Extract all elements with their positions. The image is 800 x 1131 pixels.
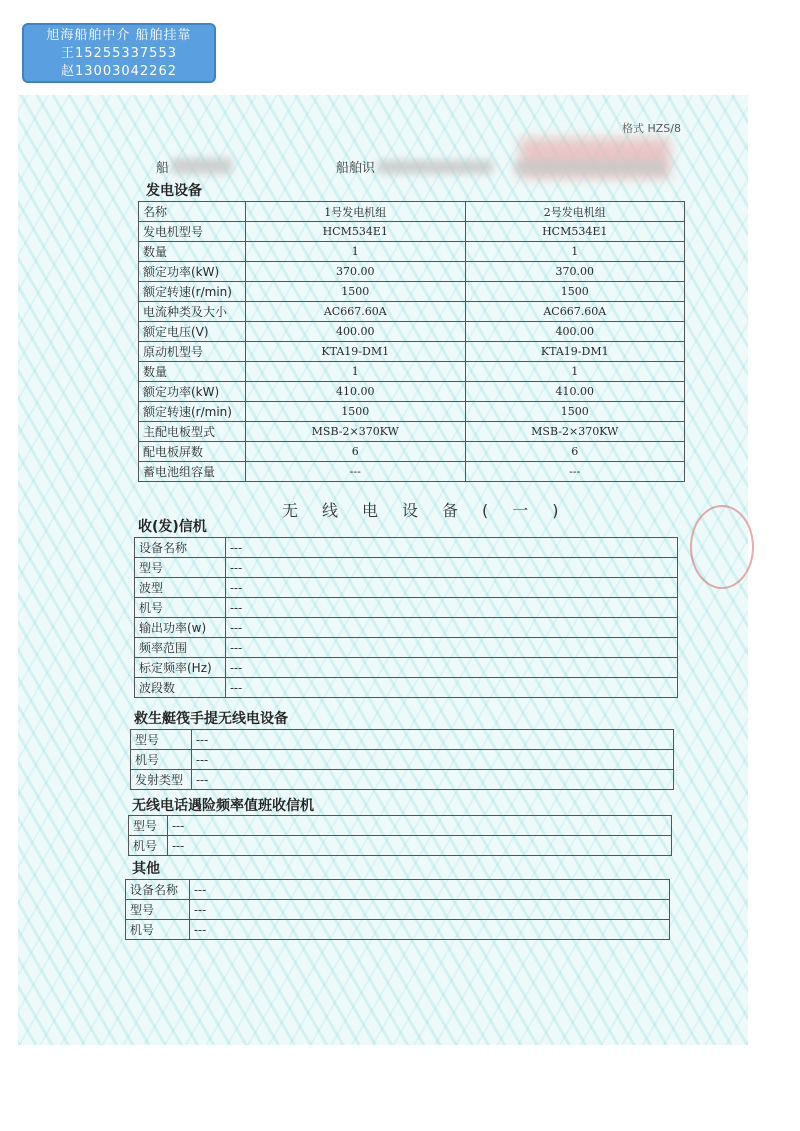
table-row xyxy=(129,836,672,856)
gen1-value: 1500 xyxy=(246,282,466,302)
column-header-gen2: 2号发电机组 xyxy=(465,202,685,222)
table-row xyxy=(135,678,678,698)
row-value: --- xyxy=(168,836,672,856)
row-label: 频率范围 xyxy=(135,638,226,658)
row-label: 波段数 xyxy=(135,678,226,698)
row-label: 蓄电池组容量 xyxy=(139,462,246,482)
gen1-value: HCM534E1 xyxy=(246,222,466,242)
row-value: --- xyxy=(226,638,678,658)
radio-section-title: 无线电设备(一) xyxy=(282,501,583,520)
redacted-id-number xyxy=(378,160,493,174)
row-label: 设备名称 xyxy=(135,538,226,558)
table-row xyxy=(139,262,685,282)
row-label: 额定转速(r/min) xyxy=(139,282,246,302)
table-row xyxy=(139,402,685,422)
generator-heading: 发电设备 xyxy=(146,183,202,199)
table-row xyxy=(135,658,678,678)
gen2-value: KTA19-DM1 xyxy=(465,342,685,362)
redacted-header-right xyxy=(515,160,665,174)
table-row xyxy=(135,598,678,618)
row-label: 标定频率(Hz) xyxy=(135,658,226,678)
row-label: 数量 xyxy=(139,362,246,382)
table-row xyxy=(139,302,685,322)
row-value: --- xyxy=(192,750,674,770)
header-ship-label: 船 xyxy=(156,161,170,176)
row-label: 机号 xyxy=(135,598,226,618)
column-header-name: 名称 xyxy=(139,202,246,222)
row-label: 型号 xyxy=(129,816,168,836)
row-value: --- xyxy=(226,598,678,618)
generator-table xyxy=(138,201,685,482)
gen2-value: 6 xyxy=(465,442,685,462)
row-label: 机号 xyxy=(131,750,192,770)
table-row xyxy=(129,816,672,836)
row-label: 发电机型号 xyxy=(139,222,246,242)
row-label: 额定转速(r/min) xyxy=(139,402,246,422)
gen1-value: 410.00 xyxy=(246,382,466,402)
row-value: --- xyxy=(190,880,670,900)
row-label: 机号 xyxy=(126,920,190,940)
row-value: --- xyxy=(190,920,670,940)
row-label: 额定电压(V) xyxy=(139,322,246,342)
row-label: 型号 xyxy=(131,730,192,750)
others-table xyxy=(125,879,670,940)
row-value: --- xyxy=(226,558,678,578)
gen2-value: MSB-2×370KW xyxy=(465,422,685,442)
table-row xyxy=(131,750,674,770)
watermark-line-3: 赵13003042262 xyxy=(61,64,177,79)
table-row xyxy=(126,920,670,940)
gen2-value: 1 xyxy=(465,362,685,382)
table-row xyxy=(135,578,678,598)
row-label: 波型 xyxy=(135,578,226,598)
table-row xyxy=(139,282,685,302)
row-value: --- xyxy=(226,618,678,638)
gen1-value: 370.00 xyxy=(246,262,466,282)
gen2-value: AC667.60A xyxy=(465,302,685,322)
gen2-value: HCM534E1 xyxy=(465,222,685,242)
column-header-gen1: 1号发电机组 xyxy=(246,202,466,222)
table-row xyxy=(135,538,678,558)
row-value: --- xyxy=(190,900,670,920)
table-row xyxy=(139,422,685,442)
row-label: 数量 xyxy=(139,242,246,262)
official-seal xyxy=(690,505,754,589)
row-label: 型号 xyxy=(126,900,190,920)
form-number: 格式 HZS/8 xyxy=(622,122,681,135)
gen2-value: --- xyxy=(465,462,685,482)
row-label: 电流种类及大小 xyxy=(139,302,246,322)
row-label: 设备名称 xyxy=(126,880,190,900)
row-value: --- xyxy=(168,816,672,836)
table-row xyxy=(139,242,685,262)
table-row xyxy=(139,382,685,402)
table-row xyxy=(139,342,685,362)
gen2-value: 1500 xyxy=(465,402,685,422)
gen1-value: 6 xyxy=(246,442,466,462)
watermark-line-2: 王15255337553 xyxy=(61,46,177,61)
gen2-value: 1 xyxy=(465,242,685,262)
row-label: 发射类型 xyxy=(131,770,192,790)
row-label: 额定功率(kW) xyxy=(139,382,246,402)
table-row xyxy=(126,880,670,900)
distress-receiver-table xyxy=(128,815,672,856)
gen1-value: --- xyxy=(246,462,466,482)
row-value: --- xyxy=(226,538,678,558)
row-label: 配电板屏数 xyxy=(139,442,246,462)
row-label: 主配电板型式 xyxy=(139,422,246,442)
gen2-value: 410.00 xyxy=(465,382,685,402)
distress-receiver-heading: 无线电话遇险频率值班收信机 xyxy=(132,798,314,814)
row-value: --- xyxy=(226,578,678,598)
others-heading: 其他 xyxy=(132,861,160,877)
table-row xyxy=(139,202,685,222)
lifeboat-radio-table xyxy=(130,729,674,790)
row-label: 型号 xyxy=(135,558,226,578)
table-row xyxy=(135,618,678,638)
row-label: 额定功率(kW) xyxy=(139,262,246,282)
watermark-line-1: 旭海船舶中介 船舶挂靠 xyxy=(46,28,192,43)
header-id-label: 船舶识 xyxy=(336,161,376,176)
gen2-value: 370.00 xyxy=(465,262,685,282)
row-value: --- xyxy=(226,678,678,698)
gen1-value: AC667.60A xyxy=(246,302,466,322)
gen2-value: 400.00 xyxy=(465,322,685,342)
lifeboat-radio-heading: 救生艇筏手提无线电设备 xyxy=(134,711,288,727)
contact-watermark xyxy=(22,23,216,83)
transceiver-heading: 收(发)信机 xyxy=(138,519,207,535)
table-row xyxy=(139,322,685,342)
table-row xyxy=(131,730,674,750)
gen1-value: 400.00 xyxy=(246,322,466,342)
gen1-value: 1 xyxy=(246,362,466,382)
gen1-value: KTA19-DM1 xyxy=(246,342,466,362)
transceiver-table xyxy=(134,537,678,698)
row-label: 原动机型号 xyxy=(139,342,246,362)
row-value: --- xyxy=(192,730,674,750)
table-row xyxy=(139,462,685,482)
table-row xyxy=(135,558,678,578)
table-row xyxy=(139,222,685,242)
row-label: 输出功率(w) xyxy=(135,618,226,638)
table-row xyxy=(131,770,674,790)
table-row xyxy=(139,362,685,382)
gen1-value: 1 xyxy=(246,242,466,262)
table-row xyxy=(126,900,670,920)
table-row xyxy=(135,638,678,658)
row-value: --- xyxy=(226,658,678,678)
gen2-value: 1500 xyxy=(465,282,685,302)
row-label: 机号 xyxy=(129,836,168,856)
gen1-value: 1500 xyxy=(246,402,466,422)
gen1-value: MSB-2×370KW xyxy=(246,422,466,442)
row-value: --- xyxy=(192,770,674,790)
table-row xyxy=(139,442,685,462)
redacted-ship-name xyxy=(172,158,232,174)
